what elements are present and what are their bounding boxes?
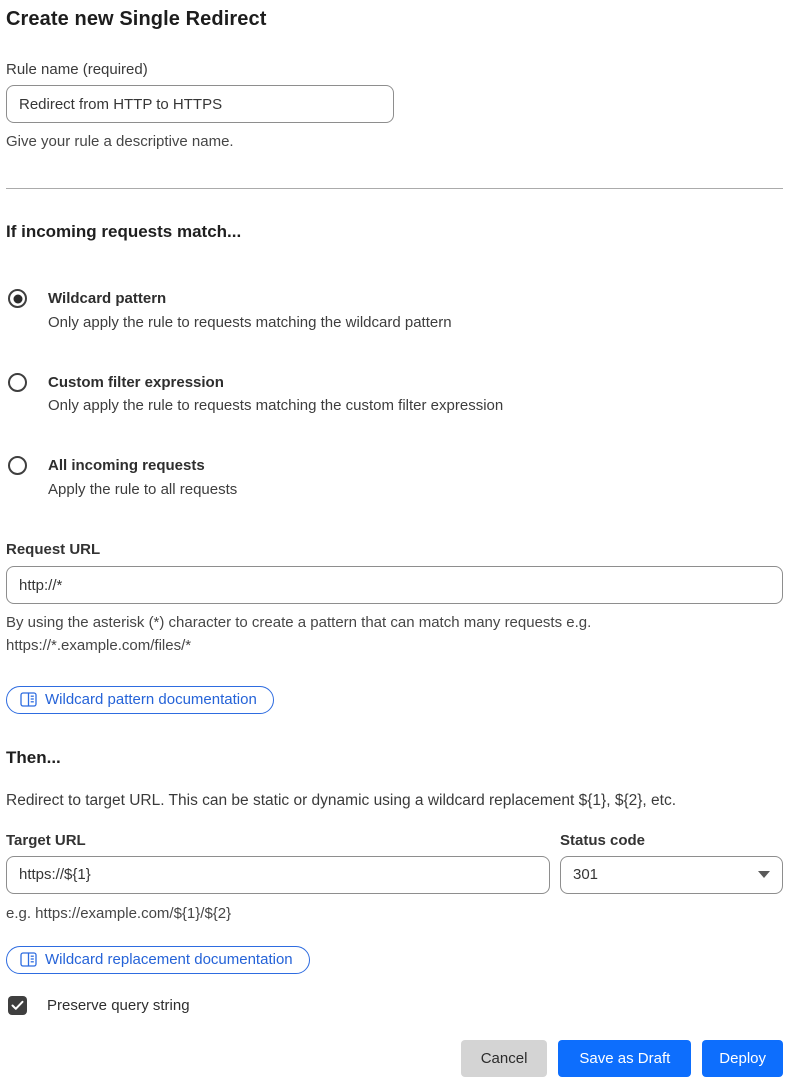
target-url-field [6,832,550,894]
radio-button-icon[interactable] [8,456,27,475]
request-url-field [6,541,783,658]
radio-option-2[interactable] [6,455,783,501]
radio-button-icon[interactable] [8,289,27,308]
target-url-label: Target URL [6,831,86,849]
section-divider [6,188,783,189]
save-as-draft-button[interactable]: Save as Draft [558,1040,691,1077]
rule-name-label: Rule name (required) [6,61,148,78]
radio-option-description: Apply the rule to all requests [48,480,238,498]
match-section-heading: If incoming requests match... [6,222,242,242]
book-icon [20,952,37,967]
then-section-heading: Then... [6,747,61,767]
radio-option-1[interactable] [6,372,783,418]
radio-option-0[interactable] [6,288,783,334]
target-url-helper: e.g. https://example.com/${1}/${2} [6,904,232,922]
cancel-button[interactable]: Cancel [461,1040,548,1077]
radio-option-label: Wildcard pattern [48,290,167,308]
status-code-select[interactable] [560,856,783,894]
caret-down-icon [758,871,770,878]
doc-button-label: Wildcard replacement documentation [45,950,293,968]
radio-option-description: Only apply the rule to requests matching the custom filter expression [48,397,504,415]
rule-name-input[interactable] [6,85,394,123]
status-code-field [560,832,783,894]
target-row [6,832,783,894]
request-url-helper: By using the asterisk (*) character to create a pattern that can match many requests e.g. https://*.example.com/files/* [6,614,592,655]
radio-option-description: Only apply the rule to requests matching the wildcard pattern [48,314,452,331]
radio-option-label: Custom filter expression [48,373,224,391]
request-url-label: Request URL [6,541,101,558]
footer-actions [6,1040,783,1077]
wildcard-pattern-doc-button[interactable] [6,686,274,714]
status-code-label: Status code [560,831,646,849]
deploy-button[interactable]: Deploy [702,1040,783,1077]
status-code-selected-value: 301 [573,866,599,883]
radio-option-label: All incoming requests [48,456,205,474]
rule-name-helper: Give your rule a descriptive name. [6,133,234,150]
radio-button-icon[interactable] [8,373,27,392]
checkbox-checked-icon[interactable] [8,996,27,1015]
book-icon [20,692,37,707]
page-title: Create new Single Redirect [6,8,267,30]
target-url-input[interactable] [6,856,550,894]
then-description: Redirect to target URL. This can be static or dynamic using a wildcard replacement ${1}, ${2}, etc. [6,791,677,809]
preserve-query-string-label: Preserve query string [47,996,190,1014]
rule-name-field [6,61,783,153]
match-type-radio-group [6,288,783,501]
request-url-input[interactable] [6,566,783,604]
doc-button-label: Wildcard pattern documentation [45,690,257,708]
preserve-query-string-option[interactable] [6,996,783,1015]
wildcard-replacement-doc-button[interactable] [6,946,310,974]
